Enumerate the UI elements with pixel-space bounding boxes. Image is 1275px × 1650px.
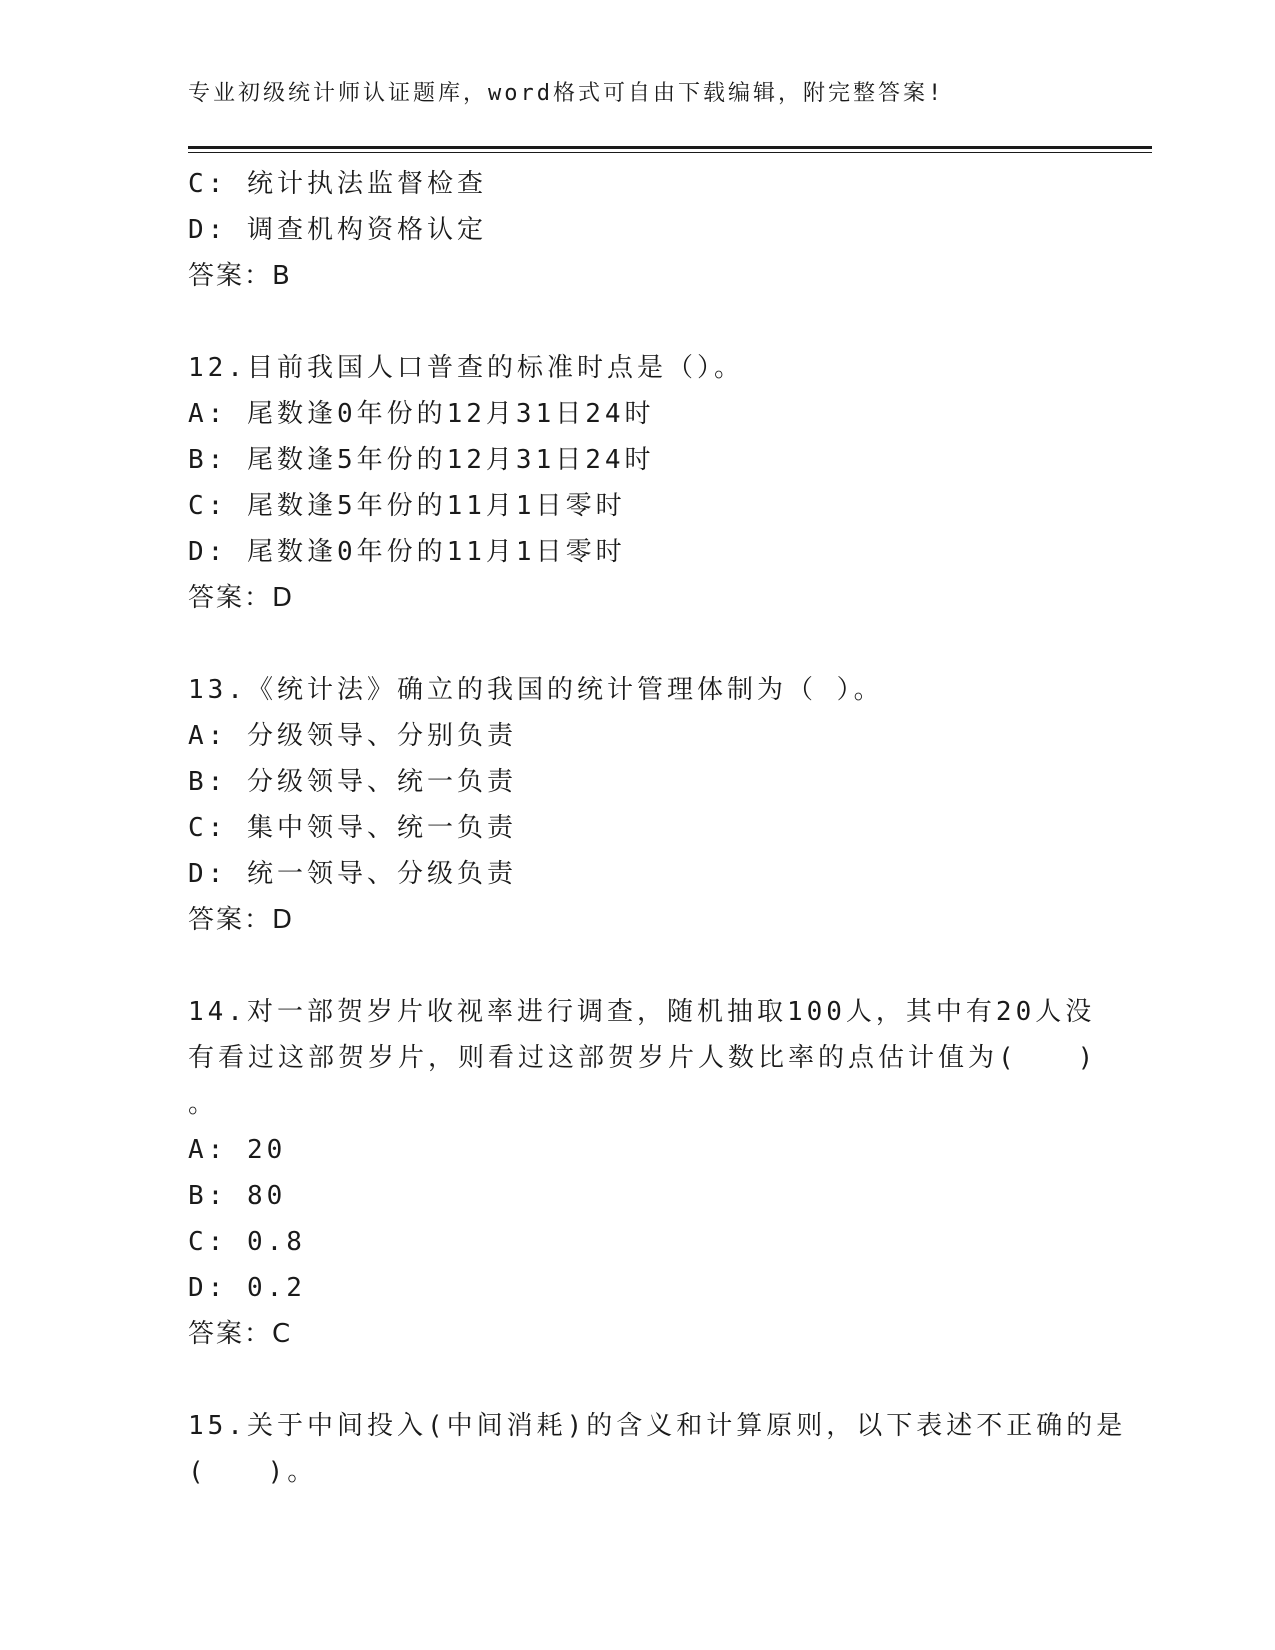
option-b: B: 80	[188, 1181, 287, 1211]
question-14	[188, 989, 1098, 1357]
question-stem-line-2: 有看过这部贺岁片，则看过这部贺岁片人数比率的点估计值为( )	[188, 1043, 1098, 1073]
question-stem-line-3: 。	[188, 1089, 219, 1119]
spacer	[188, 299, 1088, 345]
answer: 答案：C	[188, 1319, 293, 1349]
question-stem-line-2: ( )。	[188, 1457, 318, 1487]
answer: 答案：B	[188, 261, 292, 291]
option-c: C: 集中领导、统一负责	[188, 813, 517, 843]
answer: 答案：D	[188, 905, 295, 935]
header-rule-thick	[188, 146, 1152, 149]
option-d: D: 统一领导、分级负责	[188, 859, 517, 889]
question-stem: 13.《统计法》确立的我国的统计管理体制为（ ）。	[188, 675, 884, 705]
question-list	[188, 161, 1127, 1495]
question-11-tail	[188, 161, 1088, 299]
question-stem-line-1: 15.关于中间投入(中间消耗)的含义和计算原则，以下表述不正确的是	[188, 1411, 1127, 1441]
option-a: A: 尾数逢0年份的12月31日24时	[188, 399, 655, 429]
header-rule-thin	[188, 152, 1152, 153]
answer: 答案：D	[188, 583, 295, 613]
option-b: B: 分级领导、统一负责	[188, 767, 517, 797]
option-a: A: 分级领导、分别负责	[188, 721, 517, 751]
option-b: B: 尾数逢5年份的12月31日24时	[188, 445, 655, 475]
option-c: C: 0.8	[188, 1227, 306, 1257]
option-a: A: 20	[188, 1135, 287, 1165]
question-13	[188, 667, 1088, 943]
option-d: D: 调查机构资格认定	[188, 215, 487, 245]
question-12	[188, 345, 1088, 621]
option-c: C: 尾数逢5年份的11月1日零时	[188, 491, 626, 521]
option-d: D: 0.2	[188, 1273, 306, 1303]
question-stem-line-1: 14.对一部贺岁片收视率进行调查，随机抽取100人，其中有20人没	[188, 997, 1096, 1027]
spacer	[188, 1357, 1088, 1403]
spacer	[188, 621, 1088, 667]
page-header: 专业初级统计师认证题库，word格式可自由下载编辑，附完整答案!	[188, 81, 945, 106]
spacer	[188, 943, 1088, 989]
question-stem: 12.目前我国人口普查的标准时点是（）。	[188, 353, 744, 383]
option-c: C: 统计执法监督检查	[188, 169, 487, 199]
question-15	[188, 1403, 1127, 1495]
option-d: D: 尾数逢0年份的11月1日零时	[188, 537, 626, 567]
